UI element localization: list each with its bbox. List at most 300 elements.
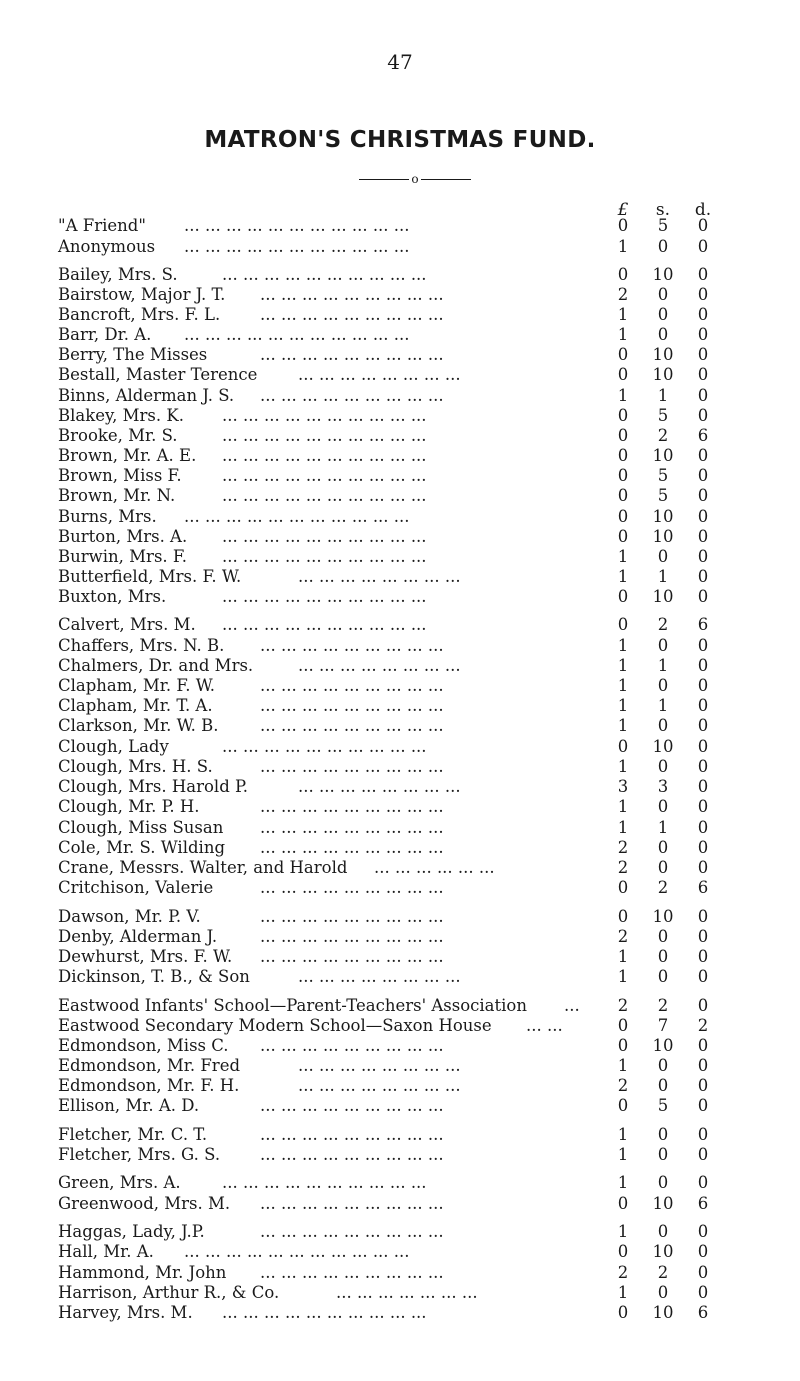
page-title: MATRON'S CHRISTMAS FUND. xyxy=(204,127,596,153)
dot-leaders: ... ... ... ... ... ... ... ... ... ... xyxy=(222,265,427,284)
pounds-amount: 0 xyxy=(617,1194,629,1213)
pounds-amount: 1 xyxy=(617,1283,629,1302)
donor-name: Clapham, Mr. T. A. xyxy=(58,696,213,715)
pounds-amount: 1 xyxy=(617,636,629,655)
donor-row xyxy=(0,386,800,406)
donor-name: Bestall, Master Terence xyxy=(58,365,258,384)
shillings-amount: 0 xyxy=(657,1283,669,1302)
shillings-amount: 0 xyxy=(657,305,669,324)
pounds-amount: 1 xyxy=(617,947,629,966)
dot-leaders: ... ... ... ... ... ... ... ... ... xyxy=(260,927,444,946)
shillings-amount: 10 xyxy=(652,365,674,384)
pounds-amount: 0 xyxy=(617,216,629,235)
donor-name: Calvert, Mrs. M. xyxy=(58,615,196,634)
shillings-amount: 1 xyxy=(657,386,669,405)
dot-leaders: ... ... ... ... ... ... ... ... ... ... xyxy=(222,587,427,606)
donor-name: Dewhurst, Mrs. F. W. xyxy=(58,947,233,966)
donor-row xyxy=(0,305,800,325)
pence-amount: 0 xyxy=(697,1076,709,1095)
pence-amount: 0 xyxy=(697,1125,709,1144)
shillings-amount: 5 xyxy=(657,486,669,505)
donor-row xyxy=(0,325,800,345)
dot-leaders: ... ... ... ... ... ... ... ... ... xyxy=(260,386,444,405)
pence-amount: 0 xyxy=(697,325,709,344)
dot-leaders: ... ... ... ... ... ... ... ... ... ... xyxy=(222,615,427,634)
donor-row xyxy=(0,1173,800,1193)
donor-row xyxy=(0,406,800,426)
donor-name: Fletcher, Mr. C. T. xyxy=(58,1125,208,1144)
shillings-amount: 0 xyxy=(657,1145,669,1164)
shillings-amount: 3 xyxy=(657,777,669,796)
donor-name: Blakey, Mrs. K. xyxy=(58,406,184,425)
donor-name: Clough, Miss Susan xyxy=(58,818,224,837)
pence-amount: 0 xyxy=(697,858,709,877)
shillings-amount: 0 xyxy=(657,757,669,776)
shillings-amount: 7 xyxy=(657,1016,669,1035)
pounds-amount: 2 xyxy=(617,1263,629,1282)
dot-leaders: ... ... ... ... ... ... ... ... xyxy=(298,365,461,384)
donor-name: Dawson, Mr. P. V. xyxy=(58,907,201,926)
pence-amount: 0 xyxy=(697,567,709,586)
donor-name: Dickinson, T. B., & Son xyxy=(58,967,250,986)
pence-amount: 0 xyxy=(697,587,709,606)
dot-leaders: ... ... ... ... ... ... ... ... xyxy=(298,1076,461,1095)
donor-name: Bancroft, Mrs. F. L. xyxy=(58,305,221,324)
pounds-amount: 1 xyxy=(617,237,629,256)
donor-row xyxy=(0,797,800,817)
shillings-amount: 10 xyxy=(652,446,674,465)
donor-row xyxy=(0,656,800,676)
shillings-amount: 5 xyxy=(657,216,669,235)
donor-row xyxy=(0,927,800,947)
pence-amount: 0 xyxy=(697,1242,709,1261)
pence-amount: 6 xyxy=(697,878,709,897)
donor-row xyxy=(0,507,800,527)
shillings-column-header: s. xyxy=(655,200,671,220)
dot-leaders: ... ... ... ... ... ... ... ... ... xyxy=(260,1222,444,1241)
pounds-amount: 2 xyxy=(617,838,629,857)
dot-leaders: ... ... ... ... ... ... ... ... ... xyxy=(260,1263,444,1282)
donor-name: Brown, Mr. A. E. xyxy=(58,446,197,465)
dot-leaders: ... ... ... ... ... ... ... ... ... ... xyxy=(222,486,427,505)
pence-amount: 0 xyxy=(697,797,709,816)
shillings-amount: 0 xyxy=(657,967,669,986)
donor-name: Clough, Mr. P. H. xyxy=(58,797,200,816)
donor-row xyxy=(0,636,800,656)
dot-leaders: ... ... ... ... ... ... ... ... ... ... xyxy=(222,406,427,425)
pence-amount: 0 xyxy=(697,1222,709,1241)
pounds-amount: 1 xyxy=(617,797,629,816)
donor-row xyxy=(0,777,800,797)
shillings-amount: 0 xyxy=(657,927,669,946)
donor-name: Eastwood Secondary Modern School—Saxon House xyxy=(58,1016,492,1035)
pence-amount: 0 xyxy=(697,996,709,1015)
pounds-amount: 0 xyxy=(617,737,629,756)
donor-row xyxy=(0,615,800,635)
pence-amount: 0 xyxy=(697,1173,709,1192)
donor-row xyxy=(0,426,800,446)
shillings-amount: 10 xyxy=(652,1303,674,1322)
donor-row xyxy=(0,466,800,486)
pence-amount: 0 xyxy=(697,365,709,384)
donor-row xyxy=(0,1096,800,1116)
shillings-amount: 0 xyxy=(657,1076,669,1095)
pounds-amount: 1 xyxy=(617,1173,629,1192)
dot-leaders: ... ... ... ... ... ... ... ... ... ... ... xyxy=(184,507,410,526)
pounds-amount: 1 xyxy=(617,818,629,837)
shillings-amount: 1 xyxy=(657,567,669,586)
pounds-amount: 0 xyxy=(617,486,629,505)
pence-amount: 0 xyxy=(697,1036,709,1055)
donor-row xyxy=(0,285,800,305)
pounds-amount: 1 xyxy=(617,567,629,586)
pounds-amount: 1 xyxy=(617,325,629,344)
pounds-column-header: £ xyxy=(617,200,629,220)
donor-row xyxy=(0,947,800,967)
pounds-amount: 0 xyxy=(617,1242,629,1261)
pence-amount: 2 xyxy=(697,1016,709,1035)
pounds-amount: 0 xyxy=(617,907,629,926)
dot-leaders: ... ... ... ... ... ... ... ... ... ... xyxy=(222,547,427,566)
pence-amount: 0 xyxy=(697,1096,709,1115)
dot-leaders: ... ... ... ... ... ... ... ... ... xyxy=(260,696,444,715)
shillings-amount: 10 xyxy=(652,1194,674,1213)
shillings-amount: 2 xyxy=(657,878,669,897)
shillings-amount: 10 xyxy=(652,1242,674,1261)
donor-row xyxy=(0,676,800,696)
shillings-amount: 1 xyxy=(657,696,669,715)
pounds-amount: 0 xyxy=(617,345,629,364)
donor-name: Haggas, Lady, J.P. xyxy=(58,1222,205,1241)
donor-name: Edmondson, Mr. Fred xyxy=(58,1056,241,1075)
pounds-amount: 0 xyxy=(617,507,629,526)
donor-name: Hall, Mr. A. xyxy=(58,1242,154,1261)
donor-row xyxy=(0,1242,800,1262)
pence-amount: 0 xyxy=(697,907,709,926)
pence-amount: 0 xyxy=(697,466,709,485)
shillings-amount: 0 xyxy=(657,1056,669,1075)
donor-row xyxy=(0,567,800,587)
page-number: 47 xyxy=(387,50,413,74)
donor-name: Green, Mrs. A. xyxy=(58,1173,181,1192)
dot-leaders: ... ... ... ... ... ... ... ... xyxy=(298,567,461,586)
pounds-amount: 0 xyxy=(617,446,629,465)
divider-mark: o xyxy=(411,172,419,186)
dot-leaders: ... ... ... ... ... ... ... ... ... xyxy=(260,1125,444,1144)
dot-leaders: ... ... ... ... ... ... ... ... ... ... xyxy=(222,1173,427,1192)
donor-row xyxy=(0,907,800,927)
dot-leaders: ... ... ... ... ... ... ... ... ... xyxy=(260,285,444,304)
donor-name: Chaffers, Mrs. N. B. xyxy=(58,636,225,655)
pounds-amount: 1 xyxy=(617,696,629,715)
dot-leaders: ... ... ... ... ... ... ... ... ... ... xyxy=(222,446,427,465)
shillings-amount: 0 xyxy=(657,1173,669,1192)
pounds-amount: 0 xyxy=(617,426,629,445)
pounds-amount: 0 xyxy=(617,265,629,284)
pounds-amount: 1 xyxy=(617,1056,629,1075)
shillings-amount: 0 xyxy=(657,1125,669,1144)
dot-leaders: ... ... ... ... ... ... ... ... ... xyxy=(260,1194,444,1213)
pence-amount: 6 xyxy=(697,1194,709,1213)
donor-row xyxy=(0,696,800,716)
shillings-amount: 0 xyxy=(657,1222,669,1241)
dot-leaders: ... ... ... ... ... ... ... xyxy=(336,1283,478,1302)
dot-leaders: ... ... ... ... ... ... ... ... ... xyxy=(260,1145,444,1164)
pence-amount: 0 xyxy=(697,838,709,857)
shillings-amount: 1 xyxy=(657,818,669,837)
pence-amount: 0 xyxy=(697,636,709,655)
dot-leaders: ... ... ... ... ... ... ... ... ... ... xyxy=(222,426,427,445)
pence-amount: 6 xyxy=(697,615,709,634)
donor-row xyxy=(0,587,800,607)
donor-name: Clarkson, Mr. W. B. xyxy=(58,716,219,735)
pounds-amount: 1 xyxy=(617,1145,629,1164)
donor-name: Chalmers, Dr. and Mrs. xyxy=(58,656,254,675)
shillings-amount: 10 xyxy=(652,345,674,364)
donor-name: Eastwood Infants' School—Parent-Teachers' Association xyxy=(58,996,527,1015)
donor-name: Buxton, Mrs. xyxy=(58,587,167,606)
shillings-amount: 0 xyxy=(657,858,669,877)
dot-leaders: ... ... xyxy=(526,1016,563,1035)
donor-name: Edmondson, Miss C. xyxy=(58,1036,229,1055)
pence-amount: 0 xyxy=(697,696,709,715)
pence-amount: 0 xyxy=(697,446,709,465)
pounds-amount: 0 xyxy=(617,587,629,606)
pounds-amount: 1 xyxy=(617,676,629,695)
pounds-amount: 1 xyxy=(617,967,629,986)
donor-name: Hammond, Mr. John xyxy=(58,1263,227,1282)
pence-amount: 6 xyxy=(697,1303,709,1322)
donor-name: Fletcher, Mrs. G. S. xyxy=(58,1145,221,1164)
pence-amount: 0 xyxy=(697,527,709,546)
dot-leaders: ... ... ... ... ... ... ... ... ... xyxy=(260,305,444,324)
dot-leaders: ... ... ... ... ... ... ... ... ... xyxy=(260,716,444,735)
pounds-amount: 0 xyxy=(617,365,629,384)
dot-leaders: ... ... ... ... ... ... ... ... ... xyxy=(260,757,444,776)
donor-row xyxy=(0,1016,800,1036)
donor-row xyxy=(0,1125,800,1145)
donor-row xyxy=(0,237,800,257)
pence-amount: 0 xyxy=(697,1263,709,1282)
dot-leaders: ... ... ... ... ... ... ... ... ... xyxy=(260,1036,444,1055)
donor-row xyxy=(0,1056,800,1076)
shillings-amount: 5 xyxy=(657,406,669,425)
dot-leaders: ... ... ... ... ... ... ... ... ... xyxy=(260,907,444,926)
pence-amount: 0 xyxy=(697,386,709,405)
pounds-amount: 1 xyxy=(617,757,629,776)
donor-name: Clapham, Mr. F. W. xyxy=(58,676,216,695)
donor-name: Bailey, Mrs. S. xyxy=(58,265,178,284)
donor-row xyxy=(0,1036,800,1056)
donor-name: Edmondson, Mr. F. H. xyxy=(58,1076,240,1095)
donor-row xyxy=(0,547,800,567)
pounds-amount: 0 xyxy=(617,466,629,485)
shillings-amount: 0 xyxy=(657,547,669,566)
pence-amount: 0 xyxy=(697,737,709,756)
shillings-amount: 1 xyxy=(657,656,669,675)
donor-row xyxy=(0,265,800,285)
donor-name: Binns, Alderman J. S. xyxy=(58,386,235,405)
donor-name: Clough, Lady xyxy=(58,737,169,756)
pounds-amount: 0 xyxy=(617,615,629,634)
donor-name: Burton, Mrs. A. xyxy=(58,527,188,546)
dot-leaders: ... ... ... ... ... ... ... ... xyxy=(298,656,461,675)
shillings-amount: 0 xyxy=(657,237,669,256)
pence-amount: 0 xyxy=(697,406,709,425)
pence-amount: 0 xyxy=(697,305,709,324)
donor-name: Barr, Dr. A. xyxy=(58,325,152,344)
shillings-amount: 5 xyxy=(657,466,669,485)
shillings-amount: 2 xyxy=(657,426,669,445)
shillings-amount: 0 xyxy=(657,947,669,966)
pence-amount: 0 xyxy=(697,1145,709,1164)
pounds-amount: 1 xyxy=(617,547,629,566)
pence-amount: 0 xyxy=(697,547,709,566)
dot-leaders: ... ... ... ... ... ... ... ... ... ... ... xyxy=(184,325,410,344)
pounds-amount: 1 xyxy=(617,386,629,405)
pence-amount: 0 xyxy=(697,967,709,986)
pounds-amount: 0 xyxy=(617,1303,629,1322)
pence-amount: 0 xyxy=(697,216,709,235)
pounds-amount: 2 xyxy=(617,1076,629,1095)
dot-leaders: ... ... ... ... ... ... ... ... ... xyxy=(260,947,444,966)
donor-name: Harrison, Arthur R., & Co. xyxy=(58,1283,280,1302)
dot-leaders: ... ... ... ... ... ... ... ... xyxy=(298,1056,461,1075)
donor-name: Crane, Messrs. Walter, and Harold xyxy=(58,858,348,877)
donor-row xyxy=(0,858,800,878)
shillings-amount: 10 xyxy=(652,737,674,756)
pence-amount: 0 xyxy=(697,927,709,946)
dot-leaders: ... ... ... ... ... ... ... ... ... ... xyxy=(222,737,427,756)
donor-name: "A Friend" xyxy=(58,216,146,235)
shillings-amount: 0 xyxy=(657,285,669,304)
donor-name: Brown, Miss F. xyxy=(58,466,182,485)
donor-name: Critchison, Valerie xyxy=(58,878,214,897)
pence-column-header: d. xyxy=(694,200,712,220)
pounds-amount: 0 xyxy=(617,527,629,546)
donor-row xyxy=(0,365,800,385)
pence-amount: 0 xyxy=(697,656,709,675)
dot-leaders: ... ... ... ... ... ... ... ... xyxy=(298,777,461,796)
pence-amount: 0 xyxy=(697,947,709,966)
donor-row xyxy=(0,1283,800,1303)
donor-row xyxy=(0,527,800,547)
donor-name: Burwin, Mrs. F. xyxy=(58,547,188,566)
donor-name: Berry, The Misses xyxy=(58,345,208,364)
pence-amount: 0 xyxy=(697,507,709,526)
pence-amount: 0 xyxy=(697,818,709,837)
donor-row xyxy=(0,1263,800,1283)
pence-amount: 0 xyxy=(697,757,709,776)
donor-row xyxy=(0,216,800,236)
donor-row xyxy=(0,1194,800,1214)
dot-leaders: ... ... ... ... ... ... ... ... ... ... ... xyxy=(184,1242,410,1261)
pence-amount: 0 xyxy=(697,265,709,284)
donor-row xyxy=(0,1076,800,1096)
shillings-amount: 2 xyxy=(657,1263,669,1282)
dot-leaders: ... ... ... ... ... ... ... ... ... xyxy=(260,636,444,655)
donor-row xyxy=(0,1222,800,1242)
donor-row xyxy=(0,737,800,757)
pounds-amount: 1 xyxy=(617,1222,629,1241)
pence-amount: 0 xyxy=(697,716,709,735)
shillings-amount: 0 xyxy=(657,716,669,735)
dot-leaders: ... ... ... ... ... ... ... ... ... xyxy=(260,345,444,364)
dot-leaders: ... ... ... ... ... ... ... ... ... ... xyxy=(222,466,427,485)
pounds-amount: 1 xyxy=(617,656,629,675)
pence-amount: 0 xyxy=(697,237,709,256)
shillings-amount: 10 xyxy=(652,587,674,606)
pounds-amount: 1 xyxy=(617,716,629,735)
pounds-amount: 0 xyxy=(617,1096,629,1115)
donor-row xyxy=(0,838,800,858)
donor-name: Burns, Mrs. xyxy=(58,507,157,526)
dot-leaders: ... ... ... ... ... ... ... ... ... ... xyxy=(222,1303,427,1322)
pounds-amount: 2 xyxy=(617,927,629,946)
shillings-amount: 0 xyxy=(657,676,669,695)
pounds-amount: 0 xyxy=(617,878,629,897)
donor-name: Brooke, Mr. S. xyxy=(58,426,178,445)
dot-leaders: ... ... ... ... ... ... ... ... ... xyxy=(260,818,444,837)
dot-leaders: ... ... ... ... ... ... ... ... ... xyxy=(260,878,444,897)
shillings-amount: 0 xyxy=(657,636,669,655)
donor-name: Greenwood, Mrs. M. xyxy=(58,1194,231,1213)
donor-name: Harvey, Mrs. M. xyxy=(58,1303,193,1322)
pence-amount: 0 xyxy=(697,285,709,304)
dot-leaders: ... ... ... ... ... ... ... ... xyxy=(298,967,461,986)
pence-amount: 0 xyxy=(697,486,709,505)
dot-leaders: ... ... ... ... ... ... ... ... ... ... ... xyxy=(184,237,410,256)
donor-row xyxy=(0,996,800,1016)
shillings-amount: 0 xyxy=(657,797,669,816)
shillings-amount: 2 xyxy=(657,996,669,1015)
pence-amount: 6 xyxy=(697,426,709,445)
pounds-amount: 2 xyxy=(617,858,629,877)
pounds-amount: 2 xyxy=(617,996,629,1015)
donor-name: Denby, Alderman J. xyxy=(58,927,218,946)
donor-row xyxy=(0,345,800,365)
shillings-amount: 5 xyxy=(657,1096,669,1115)
donor-name: Anonymous xyxy=(58,237,156,256)
shillings-amount: 2 xyxy=(657,615,669,634)
donor-name: Bairstow, Major J. T. xyxy=(58,285,226,304)
donor-name: Clough, Mrs. H. S. xyxy=(58,757,213,776)
dot-leaders: ... ... ... ... ... ... ... ... ... ... xyxy=(222,527,427,546)
dot-leaders: ... ... ... ... ... ... ... ... ... xyxy=(260,1096,444,1115)
donor-row xyxy=(0,818,800,838)
donor-row xyxy=(0,878,800,898)
donor-row xyxy=(0,757,800,777)
donor-name: Butterfield, Mrs. F. W. xyxy=(58,567,242,586)
donor-row xyxy=(0,446,800,466)
shillings-amount: 10 xyxy=(652,507,674,526)
dot-leaders: ... ... ... ... ... ... ... ... ... xyxy=(260,797,444,816)
donor-row xyxy=(0,1145,800,1165)
dot-leaders: ... xyxy=(564,996,580,1015)
shillings-amount: 10 xyxy=(652,1036,674,1055)
pounds-amount: 0 xyxy=(617,406,629,425)
donor-row xyxy=(0,1303,800,1323)
shillings-amount: 10 xyxy=(652,907,674,926)
pounds-amount: 1 xyxy=(617,1125,629,1144)
pounds-amount: 0 xyxy=(617,1016,629,1035)
donor-row xyxy=(0,716,800,736)
donor-name: Brown, Mr. N. xyxy=(58,486,176,505)
pounds-amount: 0 xyxy=(617,1036,629,1055)
donor-row xyxy=(0,967,800,987)
donor-name: Clough, Mrs. Harold P. xyxy=(58,777,249,796)
pence-amount: 0 xyxy=(697,1283,709,1302)
